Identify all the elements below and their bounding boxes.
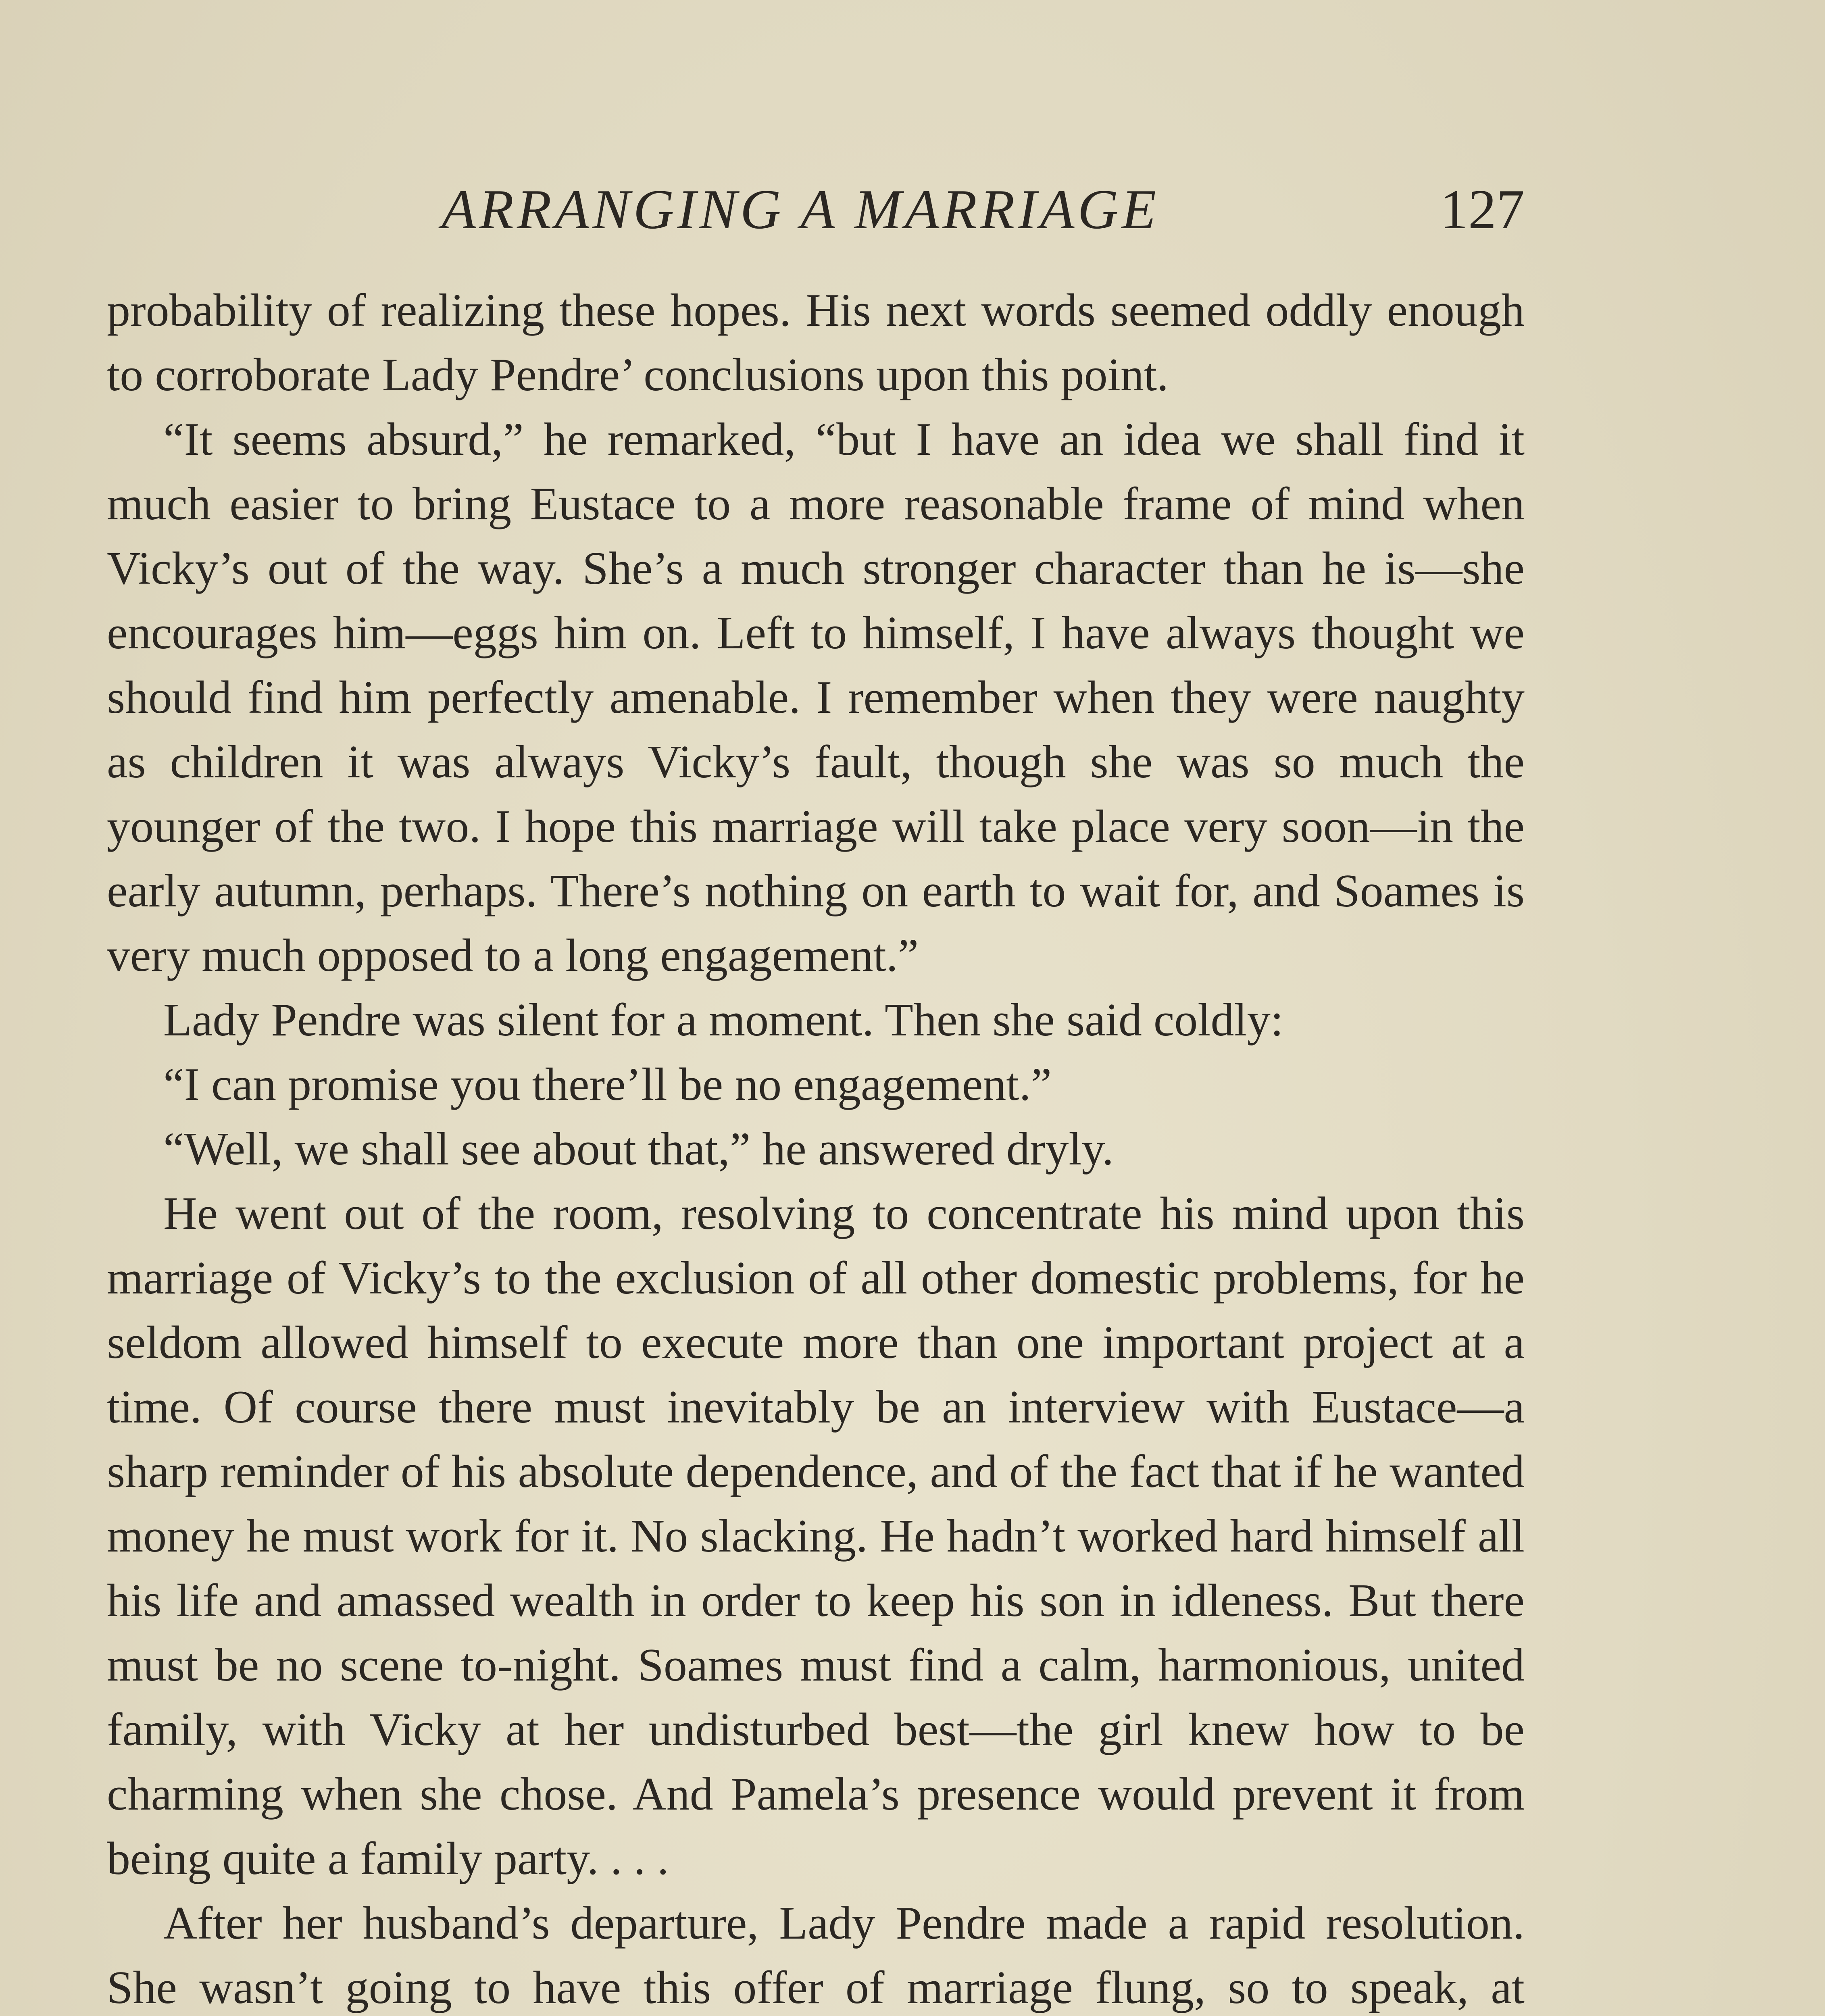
body-text: [107, 278, 1525, 2016]
paragraph-4: “I can promise you there’ll be no engagement.”: [163, 1059, 1052, 1110]
paragraph-7: After her husband’s departure, Lady Pendre made a rapid resolution. She wasn’t going to have this offer of marriage flung, so to speak, at: [107, 1897, 1525, 2014]
running-title: ARRANGING A MARRIAGE: [442, 178, 1160, 241]
paragraph-3: Lady Pendre was silent for a moment. Then she said coldly:: [163, 994, 1283, 1046]
paragraph-6: He went out of the room, resolving to concentrate his mind upon this marriage of Vicky’s to the exclusion of all other domestic problems, for he seldom allowed himself to execute more than one important project at a time. Of course there must inevitably be an interview with Eustace—a sharp reminder of his absolute dependence, and of the fact that if he wanted money he must work for it. No slacking. He hadn’t worked hard himself all his life and amassed wealth in order to keep his son in idleness. But there must be no scene to-night. Soames must find a calm, harmonious, united family, with Vicky at her undisturbed best—the girl knew how to be charming when she chose. And Pamela’s presence would prevent it from being quite a family party. . . .: [107, 1188, 1525, 1885]
page-number: 127: [1440, 178, 1525, 241]
paragraph-5: “Well, we shall see about that,” he answered dryly.: [163, 1123, 1114, 1175]
running-head: [107, 169, 1525, 258]
paragraph-1: probability of realizing these hopes. His next words seemed oddly enough to corroborate Lady Pendre’ conclusions upon this point.: [107, 285, 1525, 401]
paragraph-2: “It seems absurd,” he remarked, “but I have an idea we shall find it much easier to bring Eustace to a more reasonable frame of mind when Vicky’s out of the way. She’s a much stronger character than he is—she encourages him—eggs him on. Left to himself, I have always thought we should find him perfectly amenable. I remember when they were naughty as children it was always Vicky’s fault, though she was so much the younger of the two. I hope this marriage will take place very soon—in the early autumn, perhaps. There’s nothing on earth to wait for, and Soames is very much opposed to a long engagement.”: [107, 414, 1525, 981]
